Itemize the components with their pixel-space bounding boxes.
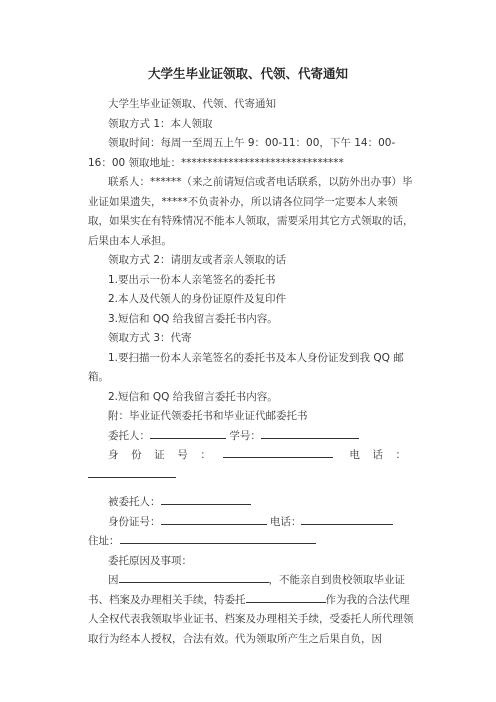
reason-prefix: 因: [108, 574, 119, 586]
student-no-label: 学号：: [229, 429, 261, 442]
client-line: [88, 427, 418, 447]
reason-paragraph: [88, 571, 418, 649]
method-2-item-3: 3.短信和 QQ 给我留言委托书内容。: [108, 312, 278, 325]
agent-line: [88, 493, 418, 513]
pickup-time-line: 领取时间：每周一至周五上午 9：00-11：00，下午 14：00-16：00 领取地址：*******************************: [88, 137, 396, 169]
phone-label: 电话：: [349, 449, 419, 461]
reason-text-2: 作为我的合法代理人全权代表我领取毕业证书、档案及办理相关手续，受委托人所代理领取行为经本人授权，合法有效。代为领取所产生之后果自负，因: [88, 593, 414, 645]
method-2-item-2: 2.本人及代领人的身份证原件及复印件: [108, 293, 287, 305]
id-phone-line: [88, 446, 418, 466]
agent-phone-label: 电话：: [269, 515, 302, 528]
agent-id-line: [88, 513, 418, 533]
client-blank: [150, 427, 226, 439]
phone-blank-line: [88, 466, 418, 486]
address-blank: [120, 532, 316, 544]
address-line: [88, 532, 418, 552]
method-2-item-1: 1.要出示一份本人亲笔签名的委托书: [108, 273, 276, 286]
document-body: [88, 95, 418, 649]
reason-text-1: ，不能亲自到贵校领取毕业证书、档案及办理相关手续，特委托: [88, 574, 405, 606]
agent-label: 被委托人：: [108, 496, 161, 508]
agent-phone-blank: [301, 513, 393, 525]
agent-name-blank: [246, 591, 326, 603]
method-3-item-2: 2.短信和 QQ 给我留言委托书内容。: [108, 390, 278, 403]
id-no-label: 身份证号：: [108, 449, 224, 461]
phone-blank: [88, 466, 176, 478]
agent-blank: [161, 493, 251, 505]
method-1-heading: 领取方式 1：本人领取: [108, 117, 213, 130]
method-2-heading: 领取方式 2：请朋友或者亲人领取的话: [108, 254, 287, 266]
method-3-heading: 领取方式 3：代寄: [108, 332, 192, 344]
method-3-item-1: 1.要扫描一份本人亲笔签名的委托书及本人身份证发到我 QQ 邮箱。: [88, 351, 404, 383]
student-no-blank: [261, 427, 359, 439]
reason-blank: [119, 571, 269, 583]
reason-heading: 委托原因及事项：: [108, 554, 192, 567]
appendix-line: 附：毕业证代领委托书和毕业证代邮委托书: [108, 410, 308, 422]
client-label: 委托人：: [108, 429, 150, 442]
agent-id-label: 身份证号：: [108, 515, 161, 528]
address-label: 住址：: [88, 535, 120, 547]
subtitle-line: 大学生毕业证领取、代领、代寄通知: [108, 98, 276, 110]
id-no-blank: [223, 446, 333, 458]
document-title: 大学生毕业证领取、代领、代寄通知: [147, 66, 348, 81]
agent-id-blank: [161, 513, 267, 525]
contact-paragraph: 联系人：******（来之前请短信或者电话联系，以防外出办事）毕业证如果遗失，*****不负责补办，所以请各位同学一定要本人来领取，如果实在有特殊情况不能本人领取，需要采用其它方式领取的话，后果由本人承担。: [88, 176, 414, 247]
